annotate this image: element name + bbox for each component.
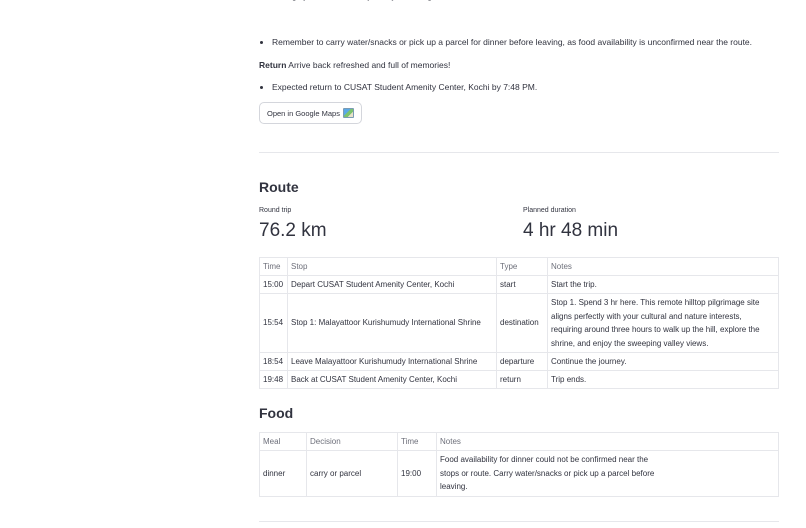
route-table-header [260, 258, 779, 276]
cell-notes: Stop 1. Spend 3 hr here. This remote hilltop pilgrimage site aligns perfectly with your cultural and nature interests, requiring around three hours to walk up the hill, explore the shrine, and enjoy the sweeping valley views. [548, 294, 779, 353]
cell-stop: Back at CUSAT Student Amenity Center, Kochi [288, 371, 497, 389]
round-trip-label: Round trip [259, 207, 292, 214]
return-label: Return [259, 60, 287, 70]
column-header-notes[interactable]: Notes [548, 258, 779, 276]
table-row [260, 276, 779, 294]
food-table-header [260, 433, 779, 451]
open-google-maps-button[interactable] [259, 102, 362, 124]
cell-time: 19:48 [260, 371, 288, 389]
cell-notes: Start the trip. [548, 276, 779, 294]
round-trip-value: 76.2 km [259, 220, 327, 241]
cell-meal: dinner [260, 451, 307, 497]
maps-button-label: Open in Google Maps [267, 108, 340, 118]
cell-decision: carry or parcel [307, 451, 398, 497]
tip-item: Remember to carry water/snacks or pick up a parcel for dinner before leaving, as food availability is unconfirmed near the route. [259, 36, 752, 48]
column-header-decision[interactable]: Decision [307, 433, 398, 451]
table-row [260, 371, 779, 389]
route-heading: Route [259, 179, 299, 195]
food-table [259, 432, 779, 497]
cell-time: 18:54 [260, 353, 288, 371]
cell-type: destination [497, 294, 548, 353]
column-header-time[interactable]: Time [398, 433, 437, 451]
column-header-time[interactable]: Time [260, 258, 288, 276]
cell-type: return [497, 371, 548, 389]
cell-type: departure [497, 353, 548, 371]
column-header-type[interactable]: Type [497, 258, 548, 276]
column-header-notes[interactable]: Notes [437, 433, 779, 451]
column-header-stop[interactable]: Stop [288, 258, 497, 276]
round-trip-metric [259, 207, 327, 242]
tips-list [259, 36, 752, 48]
duration-value: 4 hr 48 min [523, 220, 619, 241]
cell-notes: Continue the journey. [548, 353, 779, 371]
route-table [259, 257, 779, 389]
clipped-overview-line [272, 0, 518, 1]
map-icon [343, 108, 354, 118]
cell-notes: Trip ends. [548, 371, 779, 389]
column-header-meal[interactable]: Meal [260, 433, 307, 451]
return-text: Arrive back refreshed and full of memories! [288, 60, 451, 70]
cell-time: 15:00 [260, 276, 288, 294]
return-item: Expected return to CUSAT Student Amenity Center, Kochi by 7:48 PM. [259, 81, 537, 93]
cell-stop: Depart CUSAT Student Amenity Center, Kochi [288, 276, 497, 294]
cell-notes [437, 451, 779, 497]
cell-stop: Leave Malayattoor Kurishumudy International Shrine [288, 353, 497, 371]
duration-label: Planned duration [523, 207, 576, 214]
cell-stop: Stop 1: Malayattoor Kurishumudy International Shrine [288, 294, 497, 353]
table-row [260, 294, 779, 353]
food-notes-text: Food availability for dinner could not be confirmed near the stops or route. Carry water/snacks or pick up a parcel before leaving. [440, 455, 655, 491]
table-row [260, 353, 779, 371]
divider [259, 152, 779, 153]
duration-metric [523, 207, 618, 242]
food-heading: Food [259, 405, 294, 421]
return-list [259, 81, 537, 93]
return-paragraph [259, 59, 450, 71]
divider [259, 521, 779, 522]
cell-type: start [497, 276, 548, 294]
table-row [260, 451, 779, 497]
cell-time: 15:54 [260, 294, 288, 353]
cell-time: 19:00 [398, 451, 437, 497]
